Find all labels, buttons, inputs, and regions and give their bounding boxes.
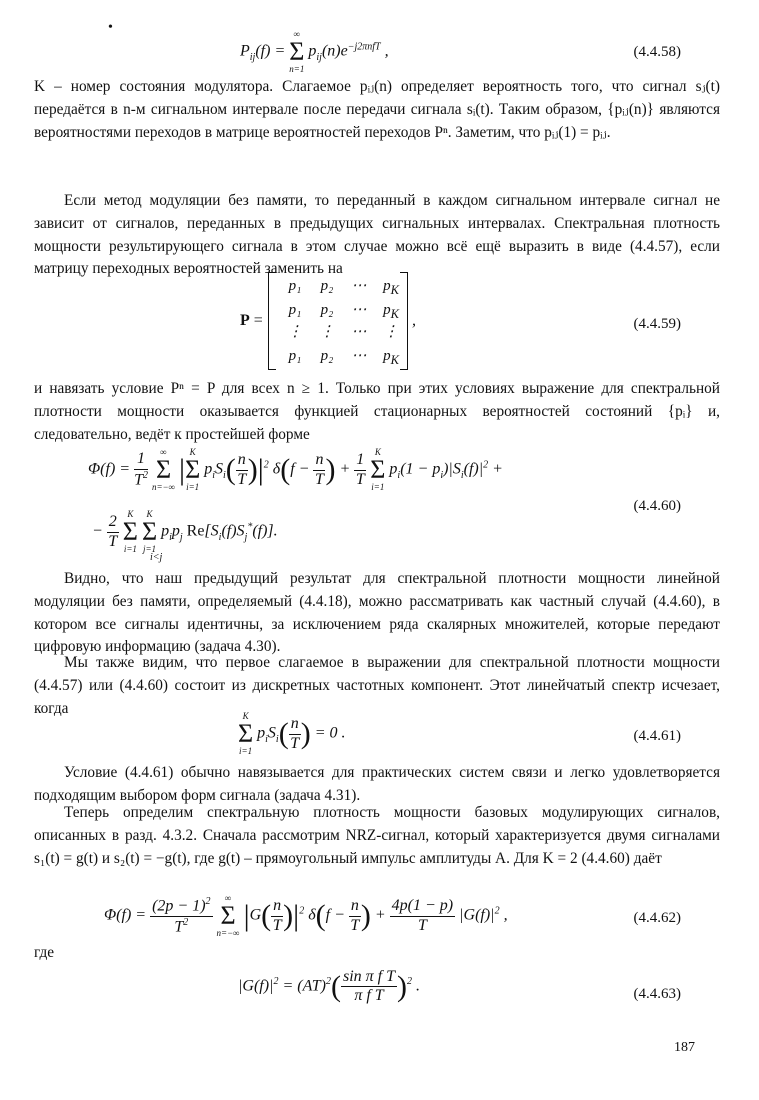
matrix-4-4-59: p₁ p₂ ⋯ $p_K$ p₁ p₂ ⋯ $p_K$ ⋮ ⋮ ⋯ ⋮ p₁ p₂ ⋯ $p_K$ (268, 272, 408, 370)
equation-number: (4.4.61) (633, 728, 681, 744)
paragraph: Мы также видим, что первое слагаемое в выражении для спектральной плотности мощности (4.4.57) или (4.4.60) состоит из дискретных частотных компонент. Этот линейчатый спектр исчезает, когда (34, 654, 720, 717)
equation-number: (4.4.60) (633, 498, 681, 514)
equation-4-4-61: K Σ i=1 $p_iS_i$( $\frac{n}{T}$ ) = 0 . (238, 711, 346, 756)
equation-number: (4.4.63) (633, 986, 681, 1002)
equation-comma: , (412, 312, 416, 329)
equation-4-4-62: Φ(f) = $\frac{(2p - 1)^2}{T^2}$ ∞ Σ n=−∞ |G( $\frac{n}{T}$ )$|^2$ δ(f − $\frac{n}{T}$ ) + $\frac{4p(1 - p)}{T}$ $|G(f)|^2$ , (104, 893, 508, 938)
equation-number: (4.4.58) (633, 44, 681, 60)
equation-4-4-60-line2: − $\frac{2}{T}$ K Σ i=1 K Σ j=1 $p_ip_j$ $Re[S_i(f)S_j^*(f)]$. (92, 509, 278, 554)
page-number: 187 (674, 1040, 695, 1055)
equation-4-4-58: $P_{ij}(f)$ = ∞ Σ n=1 $p_{ij}(n)e^{-j2\pi nfT}$ , (240, 29, 389, 74)
paragraph: Если метод модуляции без памяти, то переданный в каждом сигнальном интервале сигнал не зависит от сигналов, переданных в предыдущих сигнальных интервалах. Спектральная плотность мощности результирующего сигнала в этом случае можно всё ещё выразить в виде (4.4.57), если матрицу переходных вероятностей заменить на (34, 192, 720, 278)
sum-condition: i<j (150, 552, 163, 563)
paragraph: где (34, 944, 55, 961)
paragraph: и навязать условие Pⁿ = P для всех n ≥ 1. Только при этих условиях выражение для спектральной плотности мощности оказывается функцией стационарных вероятностей состояний {pᵢ} и, следовательно, ведёт к простейшей форме (34, 380, 720, 443)
margin-mark: • (108, 20, 113, 35)
equation-number: (4.4.59) (633, 316, 681, 332)
equation-number: (4.4.62) (633, 910, 681, 926)
matrix-symbol: P = (240, 312, 263, 329)
paragraph: Теперь определим спектральную плотность мощности базовых модулирующих сигналов, описанных в разд. 4.3.2. Сначала рассмотрим NRZ-сигнал, который характеризуется двумя сигналами s₁(t) = g(t) и s₂(t) = −g(t), где g(t) – прямоугольный импульс амплитуды A. Для K = 2 (4.4.60) даёт (34, 804, 720, 867)
paragraph: K – номер состояния модулятора. Слагаемое pᵢⱼ(n) определяет вероятность того, что сигнал sⱼ(t) передаётся в n-м сигнальном интервале после передачи сигнала sᵢ(t). Таким образом, {pᵢⱼ(n)} являются вероятностями переходов в матрице вероятностей переходов Pⁿ. Заметим, что pᵢⱼ(1) = pᵢⱼ. (34, 78, 720, 141)
equation-4-4-63: $|G(f)|^2 = (AT)^2$( $\frac{\text{sin π f T}}{\text{π f T}}$ )$^2$ . (238, 968, 421, 1005)
paragraph: Условие (4.4.61) обычно навязывается для практических систем связи и легко удовлетворяется подходящим выбором форм сигнала (задача 4.31). (34, 764, 720, 804)
equation-4-4-60-line1: Φ(f) = $\frac{1}{T^2}$ ∞ Σ n=−∞ | K Σ i=1 $p_iS_i$( $\frac{n}{T}$ )$|^2$ δ(f − $\frac{n}{T}$ ) + $\frac{1}{T}$ K Σ i=1 $p_i(1 - p_i)|S_i(f)|^2$ + (88, 447, 503, 492)
paragraph: Видно, что наш предыдущий результат для спектральной плотности мощности линейной модуляции без памяти, определяемый (4.4.18), можно рассматривать как частный случай (4.4.60), в котором все сигналы идентичны, за исключением ряда скалярных множителей, которые передают цифровую информацию (задача 4.30). (34, 570, 720, 656)
